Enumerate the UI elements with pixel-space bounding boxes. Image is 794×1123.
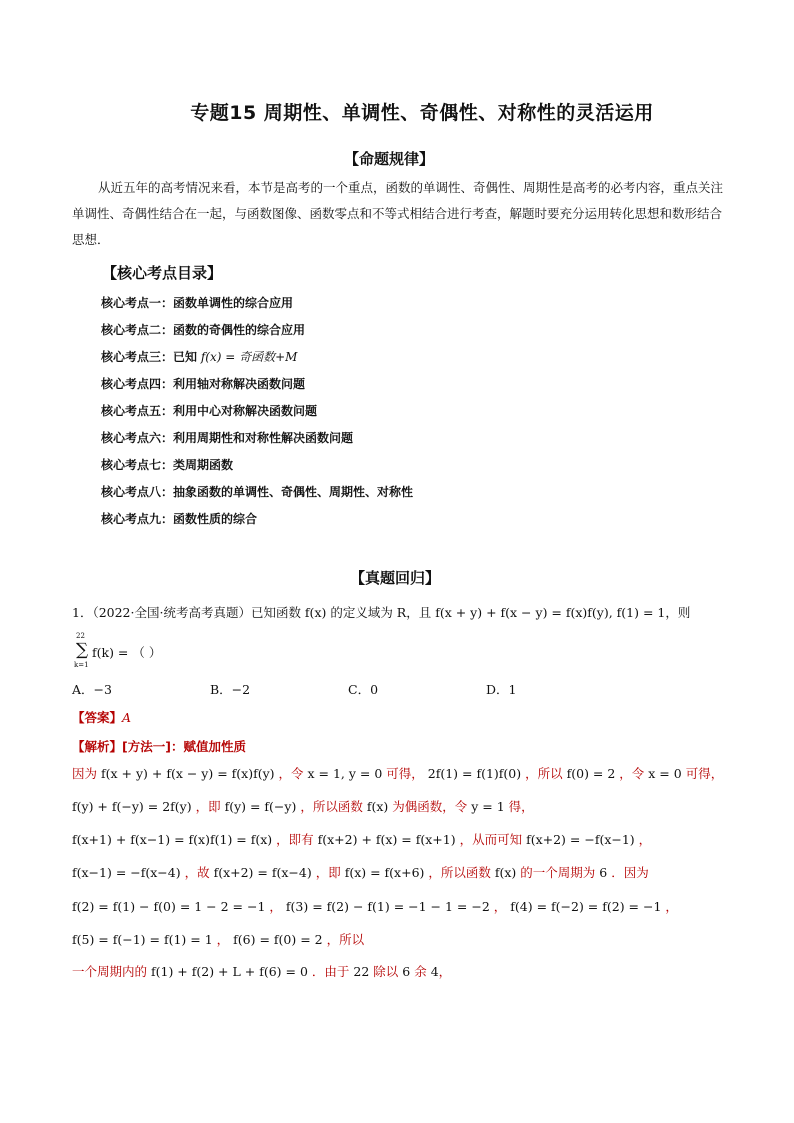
solution-math: y = 1 (467, 799, 509, 814)
solution-text: 为偶函数，令 (392, 799, 468, 814)
solution-text: ，所以函数 (300, 799, 363, 814)
toc-item-label: 核心考点八： (101, 485, 174, 499)
toc-item-label: 核心考点六： (101, 431, 174, 445)
toc-item-text: 利用周期性和对称性解决函数问题 (173, 431, 354, 445)
toc-item-label: 核心考点四： (101, 377, 174, 391)
solution-text: 一个周期内的 (72, 964, 148, 979)
toc-item (101, 294, 413, 321)
toc-item (101, 429, 413, 456)
toc-item-label: 核心考点七： (101, 458, 174, 472)
solution-math: f(x+2) + f(x) = f(x+1) (313, 832, 460, 847)
solution-text: 余 (414, 964, 427, 979)
solution-line (72, 962, 451, 980)
solution-math: f(5) = f(−1) = f(1) = 1 (72, 932, 217, 947)
solution-math: f(0) = 2 (562, 766, 620, 781)
solution-math: f(4) = f(−2) = f(2) = −1 (506, 899, 666, 914)
solution-text: ，即有 (276, 832, 314, 847)
solution-text: 可得， (386, 766, 424, 781)
solution-math: f(y) + f(−y) = 2f(y) (72, 799, 196, 814)
option-b: B．−2 (210, 682, 251, 697)
solution-text: 因为 (72, 766, 98, 781)
toc-item-text: 已知 (173, 350, 198, 364)
solution-text: ．由于 (311, 964, 350, 979)
solution-text: ， (493, 899, 507, 914)
solution-text: ， (665, 899, 678, 914)
toc-item-label: 核心考点一： (101, 296, 174, 310)
analysis-method: [方法一]：赋值加性质 (122, 739, 246, 754)
analysis-label: 【解析】 (72, 739, 123, 754)
option-d: D．1 (486, 682, 517, 697)
solution-math: f(6) = f(0) = 2 (229, 932, 327, 947)
toc-item-text: 抽象函数的单调性、奇偶性、周期性、对称性 (173, 485, 414, 499)
solution-math: f(x) (490, 865, 521, 880)
analysis-heading (72, 737, 246, 755)
answer-value: A (122, 710, 132, 725)
toc-item-math: f(x) = 奇函数+M (197, 350, 298, 364)
solution-line (72, 764, 723, 782)
option-a: A．−3 (72, 682, 112, 697)
solution-line (72, 897, 678, 915)
toc-item-label: 核心考点二： (101, 323, 174, 337)
solution-math: 4 (426, 964, 439, 979)
solution-math: x = 0 (644, 766, 686, 781)
solution-math: f(x+2) = f(x−4) (209, 865, 316, 880)
solution-text: 得， (508, 799, 534, 814)
solution-text: ，令 (278, 766, 304, 781)
solution-text: ， (269, 899, 282, 914)
solution-text: ， (638, 832, 652, 847)
solution-math: 6 (595, 865, 612, 880)
toc-item (101, 375, 413, 402)
solution-math: 2f(1) = f(1)f(0) (423, 766, 526, 781)
solution-text: ，即 (315, 865, 341, 880)
question-line-1: 1．（2022·全国·统考高考真题）已知函数 f(x) 的定义域为 R，且 f(x + y) + f(x − y) = f(x)f(y), f(1) = 1，则 (72, 605, 691, 620)
section-heading-real: 【真题回归】 (350, 569, 441, 587)
toc-item-label: 核心考点三： (101, 350, 174, 364)
solution-text: 除以 (373, 964, 399, 979)
toc-item-text: 函数性质的综合 (173, 512, 258, 526)
solution-math: f(3) = f(2) − f(1) = −1 − 1 = −2 (281, 899, 494, 914)
toc-item (101, 456, 413, 483)
sum-body: f(k) = （ ） (92, 645, 162, 660)
section-heading-toc: 【核心考点目录】 (102, 264, 223, 282)
solution-math: f(x−1) = −f(x−4) (72, 865, 185, 880)
solution-math: 22 (349, 964, 374, 979)
toc-list (101, 294, 413, 537)
solution-math: f(1) + f(2) + L + f(6) = 0 (147, 964, 312, 979)
solution-text: ， (438, 964, 452, 979)
question-sum-expression (72, 632, 192, 672)
solution-math: f(y) = f(−y) (220, 799, 301, 814)
solution-text: ，故 (184, 865, 210, 880)
sigma-symbol: ∑ (76, 640, 89, 660)
sum-lower-limit: k=1 (74, 661, 89, 669)
page-title: 专题15 周期性、单调性、奇偶性、对称性的灵活运用 (190, 102, 654, 124)
solution-math: f(2) = f(1) − f(0) = 1 − 2 = −1 (72, 899, 270, 914)
solution-line (72, 930, 364, 948)
solution-math: f(x+2) = −f(x−1) (522, 832, 639, 847)
toc-item-text: 利用轴对称解决函数问题 (173, 377, 306, 391)
solution-text: ，所以 (326, 932, 365, 947)
toc-item-text: 函数单调性的综合应用 (173, 296, 294, 310)
toc-item-label: 核心考点九： (101, 512, 174, 526)
solution-math: f(x+1) + f(x−1) = f(x)f(1) = f(x) (72, 832, 277, 847)
section-heading-rule: 【命题规律】 (344, 150, 435, 168)
solution-line (72, 797, 534, 815)
solution-line (72, 830, 651, 848)
solution-line (72, 863, 649, 881)
solution-text: ，即 (195, 799, 221, 814)
solution-text: ，所以函数 (428, 865, 491, 880)
option-c: C．0 (348, 682, 379, 697)
solution-math: f(x + y) + f(x − y) = f(x)f(y) (97, 766, 279, 781)
solution-text: ， (216, 932, 230, 947)
solution-math: f(x) = f(x+6) (340, 865, 429, 880)
solution-text: ，令 (619, 766, 645, 781)
solution-text: 的一个周期为 (520, 865, 596, 880)
toc-item-text: 类周期函数 (173, 458, 234, 472)
toc-item-text: 函数的奇偶性的综合应用 (173, 323, 306, 337)
toc-item-label: 核心考点五： (101, 404, 174, 418)
solution-text: 可得， (685, 766, 724, 781)
solution-text: ，所以 (525, 766, 563, 781)
sum-upper-limit: 22 (76, 632, 85, 640)
solution-text: ，从而可知 (459, 832, 523, 847)
toc-item (101, 510, 413, 537)
toc-item-text: 利用中心对称解决函数问题 (173, 404, 318, 418)
solution-math: f(x) (362, 799, 393, 814)
intro-paragraph: 从近五年的高考情况来看，本节是高考的一个重点，函数的单调性、奇偶性、周期性是高考的必考内容，重点关注单调性、奇偶性结合在一起，与函数图像、函数零点和不等式相结合进行考查，解题时要充分运用转化思想和数形结合思想． (72, 180, 724, 247)
toc-item (101, 321, 413, 348)
toc-item (101, 483, 413, 510)
solution-math: x = 1, y = 0 (303, 766, 387, 781)
solution-text: ．因为 (611, 865, 649, 880)
solution-math: 6 (398, 964, 415, 979)
toc-item (101, 402, 413, 429)
answer-line (72, 708, 131, 726)
toc-item (101, 348, 413, 375)
answer-label: 【答案】 (72, 710, 123, 725)
